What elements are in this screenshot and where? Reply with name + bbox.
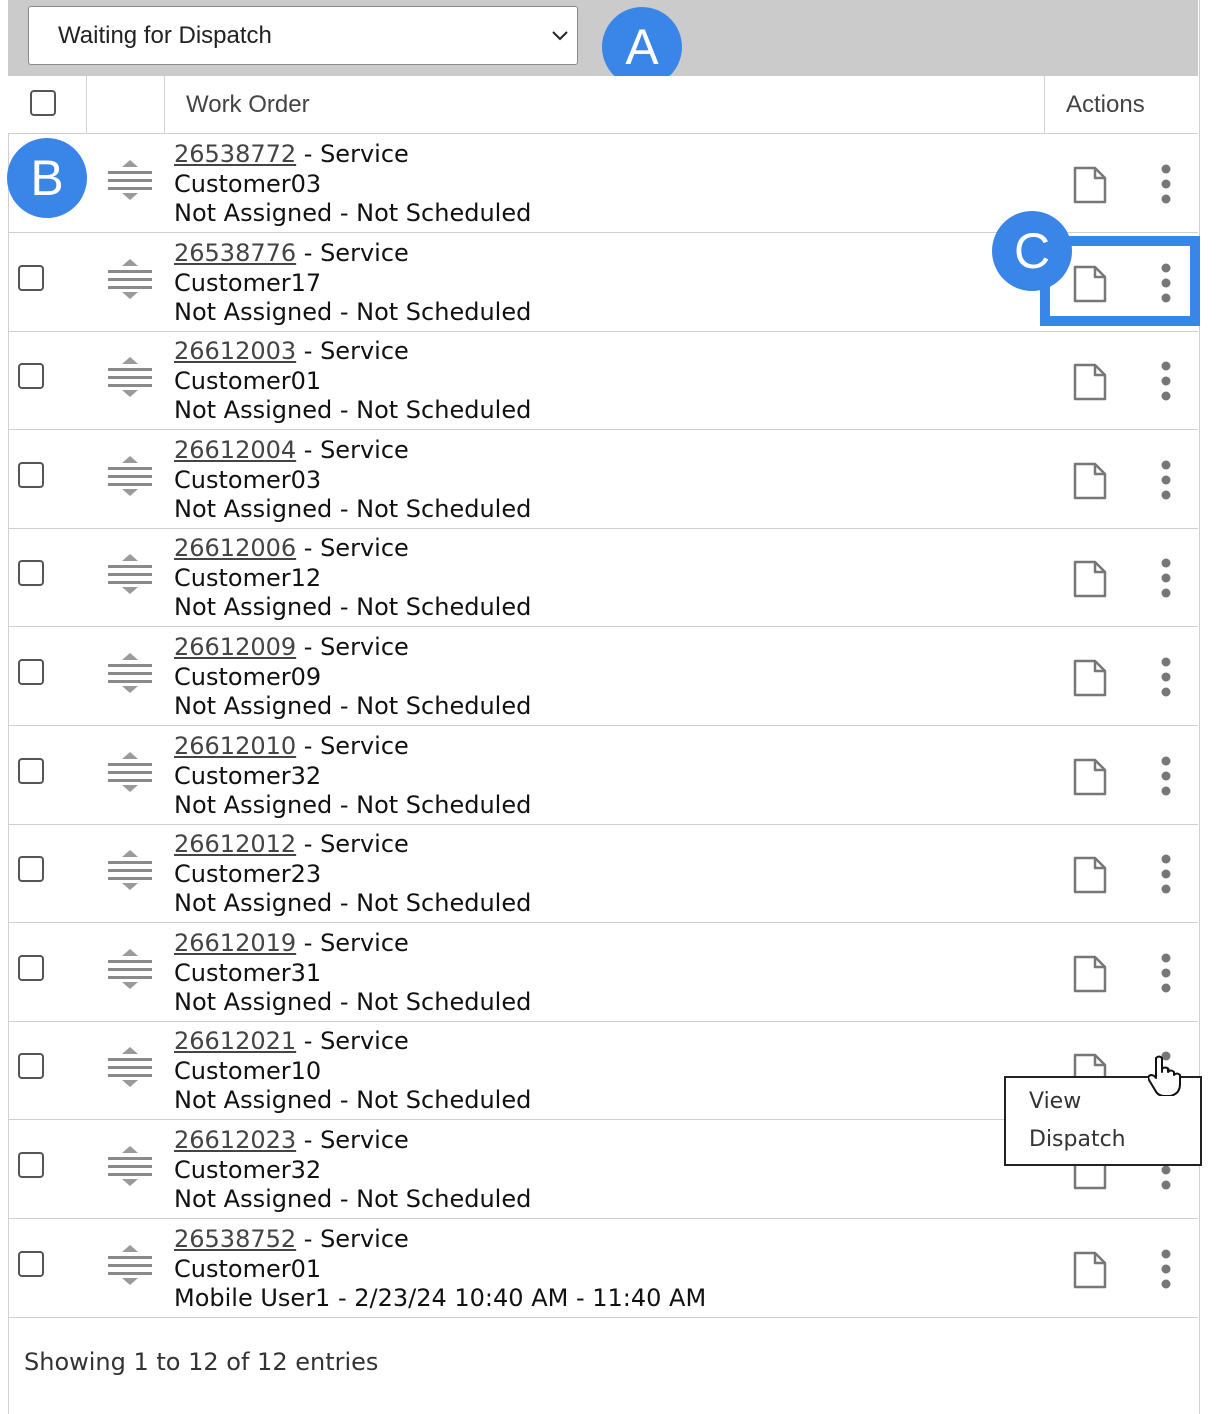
- kebab-menu-icon[interactable]: [1158, 756, 1174, 796]
- drag-handle-icon[interactable]: [106, 947, 154, 991]
- work-order-customer: Customer23: [174, 859, 322, 888]
- callout-badge-a: A: [602, 7, 682, 87]
- kebab-menu-icon[interactable]: [1158, 361, 1174, 401]
- document-icon[interactable]: [1072, 954, 1108, 994]
- row-checkbox[interactable]: [18, 363, 44, 389]
- work-order-link[interactable]: 26612023: [174, 1126, 297, 1154]
- work-order-link[interactable]: 26612019: [174, 929, 297, 957]
- work-order-cell: [174, 337, 531, 426]
- drag-handle-icon[interactable]: [106, 257, 154, 301]
- work-order-link[interactable]: 26538752: [174, 1225, 297, 1253]
- row-checkbox[interactable]: [18, 955, 44, 981]
- work-order-customer: Customer32: [174, 761, 322, 790]
- work-order-type: - Service: [296, 830, 409, 858]
- drag-handle-icon[interactable]: [106, 355, 154, 399]
- kebab-menu-icon[interactable]: [1158, 460, 1174, 500]
- work-order-customer: Customer32: [174, 1155, 322, 1184]
- work-order-customer: Customer09: [174, 662, 322, 691]
- work-order-status: Not Assigned - Not Scheduled: [174, 791, 532, 819]
- work-order-status: Not Assigned - Not Scheduled: [174, 692, 532, 720]
- header-divider: [1044, 76, 1045, 134]
- work-order-status: Not Assigned - Not Scheduled: [174, 199, 532, 227]
- callout-badge-c: C: [992, 211, 1072, 291]
- work-order-type: - Service: [296, 436, 409, 464]
- drag-handle-icon[interactable]: [106, 454, 154, 498]
- work-order-cell: [174, 1225, 706, 1314]
- work-order-cell: [174, 830, 531, 919]
- work-order-link[interactable]: 26612009: [174, 633, 297, 661]
- row-checkbox[interactable]: [18, 659, 44, 685]
- document-icon[interactable]: [1072, 658, 1108, 698]
- header-handle-cell: [87, 76, 165, 134]
- work-order-status: Not Assigned - Not Scheduled: [174, 889, 532, 917]
- kebab-menu-icon[interactable]: [1158, 164, 1174, 204]
- work-order-status: Not Assigned - Not Scheduled: [174, 495, 532, 523]
- work-order-cell: [174, 140, 531, 229]
- work-order-type: - Service: [296, 732, 409, 760]
- drag-handle-icon[interactable]: [106, 552, 154, 596]
- table-row: [8, 331, 1198, 430]
- status-filter-value: Waiting for Dispatch: [58, 22, 272, 49]
- drag-handle-icon[interactable]: [106, 1045, 154, 1089]
- work-order-type: - Service: [296, 534, 409, 562]
- row-checkbox[interactable]: [18, 1152, 44, 1178]
- work-order-customer: Customer03: [174, 465, 322, 494]
- work-order-status: Not Assigned - Not Scheduled: [174, 1086, 532, 1114]
- row-checkbox[interactable]: [18, 560, 44, 586]
- work-order-status: Not Assigned - Not Scheduled: [174, 1185, 532, 1213]
- drag-handle-icon[interactable]: [106, 1243, 154, 1287]
- callout-badge-b: B: [7, 138, 87, 218]
- work-order-cell: [174, 239, 531, 328]
- kebab-menu-icon[interactable]: [1158, 953, 1174, 993]
- work-order-title: [174, 337, 531, 367]
- table-row: [8, 627, 1198, 726]
- work-order-title: [174, 436, 531, 466]
- work-order-title: [174, 1126, 531, 1156]
- document-icon[interactable]: [1072, 559, 1108, 599]
- work-order-customer: Customer12: [174, 563, 322, 592]
- work-order-status: Not Assigned - Not Scheduled: [174, 298, 532, 326]
- work-order-status: Not Assigned - Not Scheduled: [174, 396, 532, 424]
- document-icon[interactable]: [1072, 165, 1108, 205]
- work-order-type: - Service: [296, 337, 409, 365]
- table-row: [8, 528, 1198, 627]
- row-checkbox[interactable]: [18, 1053, 44, 1079]
- table-row: [8, 923, 1198, 1022]
- row-checkbox[interactable]: [18, 1251, 44, 1277]
- work-order-customer: Customer17: [174, 268, 322, 297]
- work-order-cell: [174, 929, 531, 1018]
- row-checkbox[interactable]: [18, 462, 44, 488]
- work-order-cell: [174, 1126, 531, 1215]
- table-info: Showing 1 to 12 of 12 entries: [24, 1348, 379, 1376]
- work-order-title: [174, 239, 531, 269]
- work-order-title: [174, 633, 531, 663]
- work-order-cell: [174, 436, 531, 525]
- work-order-title: [174, 1027, 531, 1057]
- menu-item-view[interactable]: View: [1029, 1089, 1082, 1114]
- select-all-checkbox[interactable]: [30, 90, 56, 116]
- work-order-type: - Service: [296, 140, 409, 168]
- column-header-work-order[interactable]: Work Order: [186, 91, 310, 118]
- document-icon[interactable]: [1072, 362, 1108, 402]
- kebab-menu-icon[interactable]: [1158, 1249, 1174, 1289]
- drag-handle-icon[interactable]: [106, 1144, 154, 1188]
- drag-handle-icon[interactable]: [106, 750, 154, 794]
- table-row: [8, 824, 1198, 923]
- work-order-title: [174, 830, 531, 860]
- work-order-cell: [174, 534, 531, 623]
- document-icon[interactable]: [1072, 461, 1108, 501]
- document-icon[interactable]: [1072, 1250, 1108, 1290]
- work-order-title: [174, 534, 531, 564]
- table-row: [8, 1219, 1198, 1318]
- work-order-type: - Service: [296, 239, 409, 267]
- work-order-status: Mobile User1 - 2/23/24 10:40 AM - 11:40 AM: [174, 1284, 707, 1312]
- work-order-type: - Service: [296, 1225, 409, 1253]
- table-header: [8, 76, 1198, 134]
- work-order-cell: [174, 633, 531, 722]
- table-row: [8, 726, 1198, 825]
- table-row: [8, 430, 1198, 529]
- work-order-link[interactable]: 26612021: [174, 1027, 297, 1055]
- kebab-menu-icon[interactable]: [1158, 558, 1174, 598]
- work-order-cell: [174, 1027, 531, 1116]
- row-checkbox[interactable]: [18, 758, 44, 784]
- work-order-status: Not Assigned - Not Scheduled: [174, 988, 532, 1016]
- document-icon[interactable]: [1072, 855, 1108, 895]
- work-order-link[interactable]: 26538772: [174, 140, 297, 168]
- work-order-link[interactable]: 26612004: [174, 436, 297, 464]
- drag-handle-icon[interactable]: [106, 158, 154, 202]
- work-order-title: [174, 929, 531, 959]
- drag-handle-icon[interactable]: [106, 848, 154, 892]
- work-order-customer: Customer10: [174, 1056, 322, 1085]
- kebab-menu-icon[interactable]: [1158, 854, 1174, 894]
- work-order-customer: Customer01: [174, 366, 322, 395]
- row-checkbox[interactable]: [18, 856, 44, 882]
- work-order-link[interactable]: 26538776: [174, 239, 297, 267]
- column-header-actions: Actions: [1066, 91, 1145, 118]
- work-order-title: [174, 1225, 706, 1255]
- chevron-down-icon: [551, 27, 569, 45]
- work-order-customer: Customer01: [174, 1254, 322, 1283]
- work-order-link[interactable]: 26612010: [174, 732, 297, 760]
- hand-pointer-icon: [1148, 1054, 1182, 1096]
- work-order-link[interactable]: 26612006: [174, 534, 297, 562]
- header-select-cell: [8, 76, 87, 134]
- work-order-link[interactable]: 26612003: [174, 337, 297, 365]
- work-order-title: [174, 140, 531, 170]
- work-order-type: - Service: [296, 929, 409, 957]
- work-order-title: [174, 732, 531, 762]
- row-checkbox[interactable]: [18, 265, 44, 291]
- drag-handle-icon[interactable]: [106, 651, 154, 695]
- menu-item-dispatch[interactable]: Dispatch: [1029, 1127, 1126, 1152]
- work-order-customer: Customer03: [174, 169, 322, 198]
- work-order-type: - Service: [296, 633, 409, 661]
- work-order-cell: [174, 732, 531, 821]
- work-order-link[interactable]: 26612012: [174, 830, 297, 858]
- work-order-status: Not Assigned - Not Scheduled: [174, 593, 532, 621]
- document-icon[interactable]: [1072, 757, 1108, 797]
- work-order-customer: Customer31: [174, 958, 322, 987]
- kebab-menu-icon[interactable]: [1158, 657, 1174, 697]
- work-order-type: - Service: [296, 1126, 409, 1154]
- status-filter-select[interactable]: [28, 6, 578, 65]
- work-order-type: - Service: [296, 1027, 409, 1055]
